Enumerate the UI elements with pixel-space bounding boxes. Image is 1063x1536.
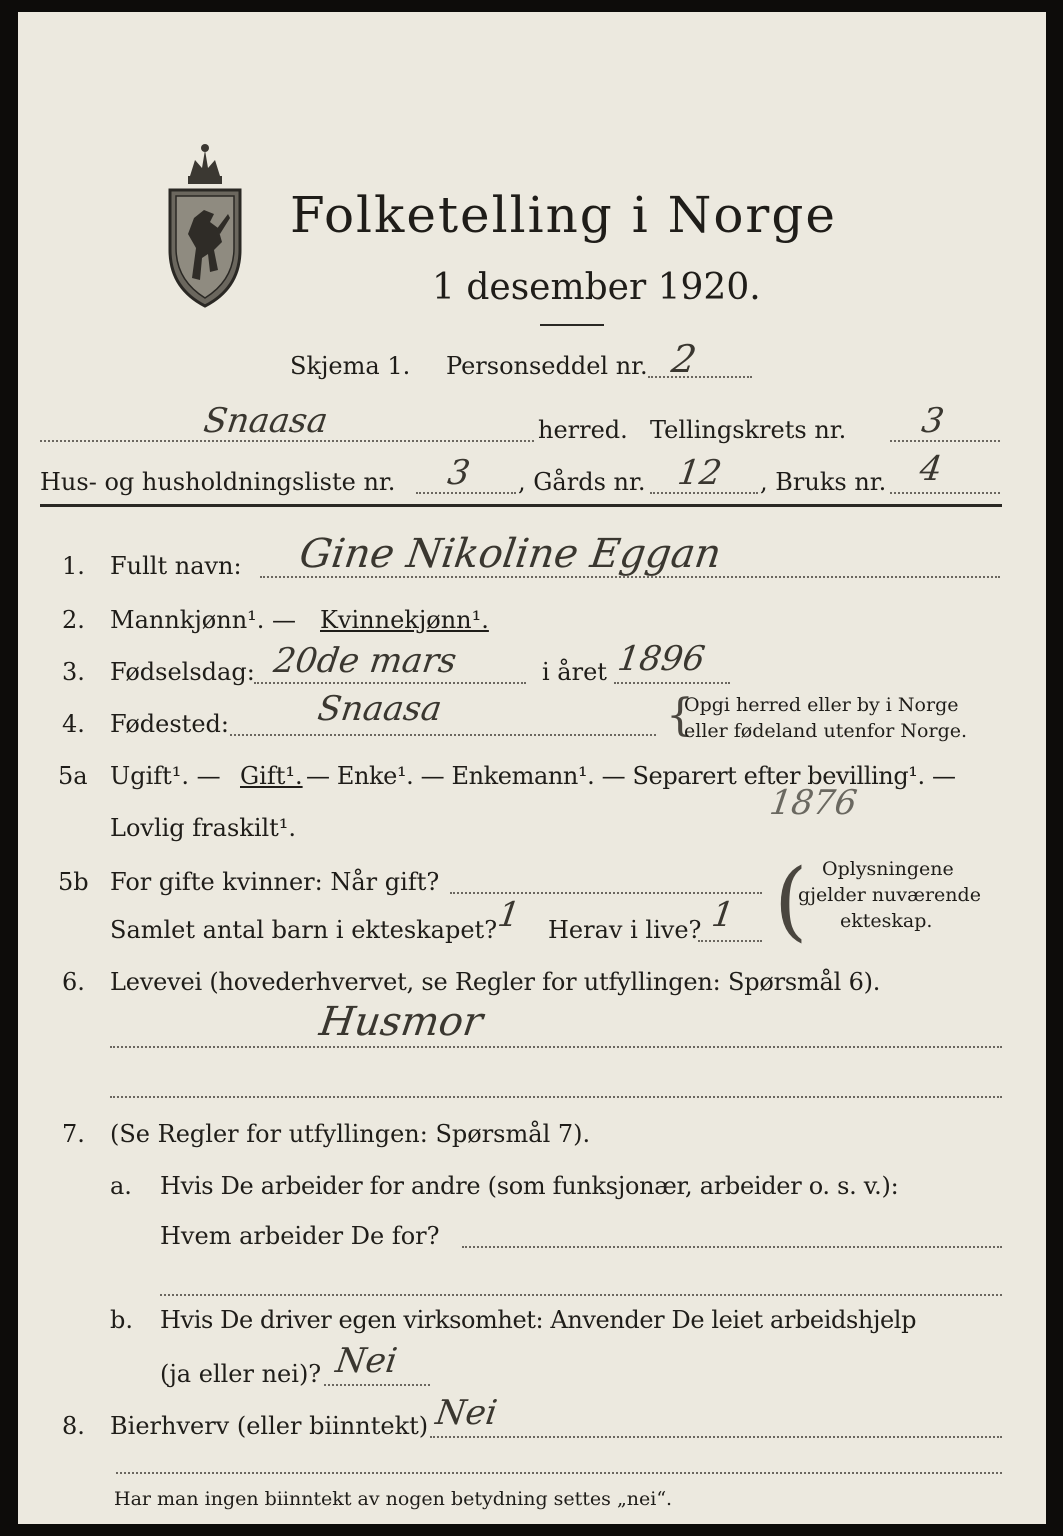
q3-year-label: i året <box>542 658 607 686</box>
q8-line1 <box>430 1436 1002 1438</box>
q1-number: 1. <box>62 552 85 580</box>
q7a-answer-line2 <box>160 1294 1002 1296</box>
q7a-line1: Hvis De arbeider for andre (som funksjonær, arbeider o. s. v.): <box>160 1172 899 1200</box>
tellingskrets-value: 3 <box>919 401 947 441</box>
coat-of-arms-emblem <box>160 138 250 310</box>
q3-day-value: 20de mars <box>271 641 459 681</box>
q8-value: Nei <box>433 1393 500 1433</box>
q6-line2 <box>110 1096 1002 1098</box>
q7-number: 7. <box>62 1120 85 1148</box>
q7a-answer-line1 <box>462 1246 1002 1248</box>
q5a-divorced: Lovlig fraskilt¹. <box>110 814 297 842</box>
q4-note-line1: Opgi herred eller by i Norge <box>684 694 959 716</box>
q7b-value: Nei <box>333 1341 400 1381</box>
herred-label: herred. <box>538 416 628 444</box>
q3-label: Fødselsdag: <box>110 658 255 686</box>
q4-line <box>230 734 656 736</box>
bruks-line <box>890 492 1000 494</box>
q7b-line2: (ja eller nei)? <box>160 1360 322 1388</box>
title-divider <box>540 324 604 326</box>
q3-line <box>254 682 526 684</box>
q4-value: Snaasa <box>315 689 445 729</box>
q5b-when-married-label: For gifte kvinner: Når gift? <box>110 868 440 896</box>
q1-value: Gine Nikoline Eggan <box>296 531 724 577</box>
herred-value: Snaasa <box>201 401 331 441</box>
q7a-line2: Hvem arbeider De for? <box>160 1222 440 1250</box>
q7a-letter: a. <box>110 1172 132 1200</box>
q5b-note-line1: Oplysningene <box>822 858 954 880</box>
q5a-unmarried: Ugift¹. — <box>110 762 221 790</box>
q2-male-option: Mannkjønn¹. — <box>110 606 297 634</box>
skjema-label: Skjema 1. <box>290 352 411 380</box>
q2-number: 2. <box>62 606 85 634</box>
q8-line2 <box>116 1472 1002 1474</box>
hus-label: Hus- og husholdningsliste nr. <box>40 468 396 496</box>
q5b-alive-line <box>698 940 762 942</box>
q5b-note-line3: ekteskap. <box>840 910 933 932</box>
q3-year-value: 1896 <box>615 639 708 679</box>
gards-value: 12 <box>675 453 725 493</box>
q6-value: Husmor <box>316 999 486 1045</box>
q4-label: Fødested: <box>110 710 229 738</box>
bruks-label: , Bruks nr. <box>760 468 887 496</box>
q5b-children-value: 1 <box>495 895 523 935</box>
tellingskrets-label: Tellingskrets nr. <box>650 416 847 444</box>
census-form <box>18 12 1046 1524</box>
census-date: 1 desember 1920. <box>432 267 761 308</box>
personseddel-label: Personseddel nr. <box>446 352 648 380</box>
bruks-value: 4 <box>917 449 945 489</box>
gards-label: , Gårds nr. <box>518 468 646 496</box>
form-title: Folketelling i Norge <box>290 186 837 244</box>
q5b-number: 5b <box>58 868 89 896</box>
q5b-when-married-line <box>450 892 762 894</box>
personseddel-value: 2 <box>668 337 700 381</box>
q1-label: Fullt navn: <box>110 552 242 580</box>
q5b-alive-value: 1 <box>709 895 737 935</box>
q6-label: Levevei (hovederhvervet, se Regler for utfyllingen: Spørsmål 6). <box>110 968 881 996</box>
q4-brace: { <box>666 690 694 741</box>
hus-value: 3 <box>445 453 473 493</box>
q3-year-line <box>614 682 730 684</box>
personseddel-line <box>648 376 752 378</box>
q8-label: Bierhverv (eller biinntekt) <box>110 1412 429 1440</box>
q5a-margin-note: 1876 <box>767 783 860 823</box>
q5b-bracket: ( <box>774 851 808 951</box>
q5b-children-label: Samlet antal barn i ekteskapet? <box>110 916 498 944</box>
q5b-alive-label: Herav i live? <box>548 916 702 944</box>
q5b-note-line2: gjelder nuværende <box>798 884 981 906</box>
q5a-number: 5a <box>58 762 88 790</box>
footer-note: Har man ingen biinntekt av nogen betydning settes „nei“. <box>114 1488 673 1510</box>
q2-female-option: Kvinnekjønn¹. <box>320 606 489 634</box>
q7b-answer-line <box>324 1384 430 1386</box>
q6-number: 6. <box>62 968 85 996</box>
q6-line1 <box>110 1046 1002 1048</box>
header-divider <box>40 504 1002 507</box>
q7b-letter: b. <box>110 1306 133 1334</box>
q4-note-line2: eller fødeland utenfor Norge. <box>684 720 968 742</box>
q5a-married: Gift¹. <box>240 762 303 790</box>
q5a-other-options: — Enke¹. — Enkemann¹. — Separert efter bevilling¹. — <box>306 762 956 790</box>
q4-number: 4. <box>62 710 85 738</box>
q7-label: (Se Regler for utfyllingen: Spørsmål 7). <box>110 1120 591 1148</box>
q7b-line1: Hvis De driver egen virksomhet: Anvender De leiet arbeidshjelp <box>160 1306 917 1334</box>
tellingskrets-line <box>890 440 1000 442</box>
q3-number: 3. <box>62 658 85 686</box>
q8-number: 8. <box>62 1412 85 1440</box>
